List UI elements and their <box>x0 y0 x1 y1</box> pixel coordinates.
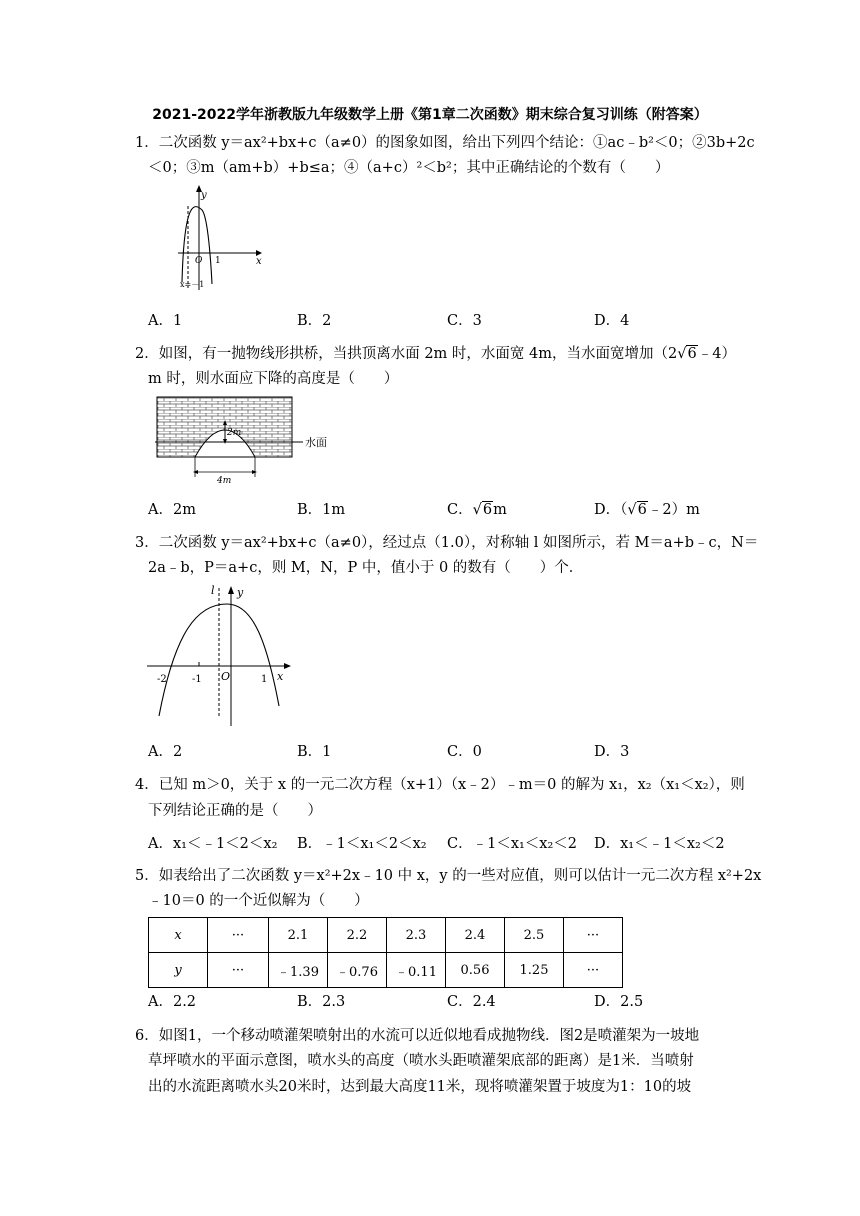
q1-text-line2: ＜0；③m（am+b）+b≤a；④（a+c）²＜b²；其中正确结论的个数有（ ） <box>148 160 670 176</box>
q6-text-line3: 出的水流距离喷水头20米时，达到最大高度11米，现将喷灌架置于坡度为1：10的坡 <box>148 1079 692 1095</box>
table-cell: ﹣1.39 <box>269 953 328 988</box>
q1-origin-label: O <box>195 256 203 266</box>
table-cell: x <box>149 918 208 953</box>
q2-option-d[interactable] <box>594 498 700 519</box>
q5-text-line1: 5．如表给出了二次函数 y＝x²+2x﹣10 中 x，y 的一些对应值，则可以估计一元二次方程 x²+2x <box>135 868 762 884</box>
q3-option-a[interactable]: A．2 <box>148 744 183 760</box>
q2-option-a[interactable]: A．2m <box>148 502 196 518</box>
sqrt-icon: √ <box>627 502 637 518</box>
q3-text-line2: 2a﹣b，P＝a+c，则 M，N，P 中，值小于 0 的数有（ ）个． <box>148 560 584 576</box>
table-cell: 2.4 <box>446 918 505 953</box>
arrow-left-icon <box>193 470 198 474</box>
q4-text-line2: 下列结论正确的是（ ） <box>148 803 322 819</box>
table-cell: 1.25 <box>505 953 564 988</box>
q1-option-b[interactable]: B．2 <box>297 313 332 329</box>
q5-option-b[interactable]: B．2.3 <box>297 994 346 1010</box>
table-cell: ··· <box>564 918 623 953</box>
q3-y-label: y <box>237 586 244 599</box>
q1-x-label: x <box>256 256 262 267</box>
q2-option-d-suffix: ﹣2）m <box>647 502 700 518</box>
table-cell: 2.2 <box>328 918 387 953</box>
q2-option-c-radicand: 6 <box>482 502 493 518</box>
q3-text-line1: 3．二次函数 y＝ax²+bx+c（a≠0），经过点（1.0），对称轴 l 如图所示，若 M＝a+b﹣c，N＝ <box>135 535 759 551</box>
q3-x-arrow-icon <box>284 663 291 669</box>
table-cell: ··· <box>208 953 269 988</box>
q1-parabola-figure <box>178 184 264 292</box>
q2-option-d-radicand: 6 <box>637 502 647 518</box>
q2-option-c-suffix: m <box>493 502 507 518</box>
q1-y-label: y <box>201 190 207 201</box>
table-cell: 2.5 <box>505 918 564 953</box>
page-title: 2021-2022学年浙教版九年级数学上册《第1章二次函数》期末综合复习训练（附答案） <box>152 107 708 123</box>
q2-radicand: 6 <box>687 346 697 362</box>
q2-option-c[interactable] <box>447 498 507 519</box>
q6-text-line2: 草坪喷水的平面示意图，喷水头的高度（喷水头距喷灌架底部的距离）是1米．当喷射 <box>148 1053 694 1069</box>
q2-option-c-prefix: C． <box>447 502 473 518</box>
q2-text-line1 <box>135 342 736 363</box>
q2-option-d-prefix: D．（ <box>594 502 628 518</box>
q3-parabola-figure <box>145 582 295 728</box>
q2-text-line1-a: 2．如图，有一抛物线形拱桥，当拱顶离水面 2m 时，水面宽 4m，当水面宽增加（2 <box>135 346 678 362</box>
q2-text-line2: m 时，则水面应下降的高度是（ ） <box>148 371 399 387</box>
q2-option-b[interactable]: B．1m <box>297 502 346 518</box>
q1-axis-eq-label: x=－1 <box>180 280 205 289</box>
table-cell: 2.3 <box>387 918 446 953</box>
q1-option-d[interactable]: D．4 <box>594 313 630 329</box>
table-row <box>149 918 623 953</box>
q4-text-line1: 4．已知 m＞0，关于 x 的一元二次方程（x+1）（x﹣2）﹣m＝0 的解为 x₁，x₂（x₁＜x₂），则 <box>135 777 745 793</box>
q3-option-b[interactable]: B．1 <box>297 744 332 760</box>
q2-water-label: 水面 <box>305 436 327 449</box>
q3-option-d[interactable]: D．3 <box>594 744 630 760</box>
q3-option-c[interactable]: C．0 <box>447 744 482 760</box>
q5-option-a[interactable]: A．2.2 <box>148 994 197 1010</box>
q4-option-c[interactable]: C．﹣1＜x₁＜x₂＜2 <box>447 836 578 852</box>
table-cell: ··· <box>564 953 623 988</box>
q3-x-label: x <box>277 670 284 683</box>
q1-text-line1: 1．二次函数 y＝ax²+bx+c（a≠0）的图象如图，给出下列四个结论：①ac﹣b²＜0；②3b+2c <box>135 135 755 151</box>
q5-option-d[interactable]: D．2.5 <box>594 994 644 1010</box>
q3-y-arrow-icon <box>228 586 234 594</box>
table-cell: ﹣0.76 <box>328 953 387 988</box>
table-cell: y <box>149 953 208 988</box>
table-cell: ﹣0.11 <box>387 953 446 988</box>
q1-one-label: 1 <box>215 256 221 266</box>
q3-one-label: 1 <box>261 674 268 685</box>
q3-minus1-label: -1 <box>192 674 202 685</box>
q5-value-table <box>148 917 623 988</box>
q2-text-line1-b: ﹣4） <box>697 346 736 362</box>
q4-option-a[interactable]: A．x₁＜﹣1＜2＜x₂ <box>148 836 278 852</box>
q4-option-b[interactable]: B．﹣1＜x₁＜2＜x₂ <box>297 836 427 852</box>
arrow-right-icon <box>252 470 257 474</box>
table-row <box>149 953 623 988</box>
q5-text-line2: ﹣10＝0 的一个近似解为（ ） <box>148 893 369 909</box>
q2-width-label: 4m <box>217 476 232 485</box>
q3-l-label: l <box>211 584 215 597</box>
q2-arch-bridge-figure <box>155 395 335 485</box>
q4-option-d[interactable]: D．x₁＜﹣1＜x₂＜2 <box>594 836 725 852</box>
sqrt-icon: √ <box>677 346 687 362</box>
q2-height-label: 2m <box>227 428 242 438</box>
q3-origin-label: O <box>221 670 231 683</box>
q1-parabola-curve <box>182 207 212 284</box>
q6-text-line1: 6．如图1，一个移动喷灌架喷射出的水流可以近似地看成抛物线．图2是喷灌架为一坡地 <box>135 1028 700 1044</box>
q5-option-c[interactable]: C．2.4 <box>447 994 496 1010</box>
table-cell: ··· <box>208 918 269 953</box>
q1-option-a[interactable]: A．1 <box>148 313 183 329</box>
table-cell: 0.56 <box>446 953 505 988</box>
q1-option-c[interactable]: C．3 <box>447 313 482 329</box>
q3-minus2-label: -2 <box>157 674 167 685</box>
table-cell: 2.1 <box>269 918 328 953</box>
sqrt-icon: √ <box>472 502 482 518</box>
